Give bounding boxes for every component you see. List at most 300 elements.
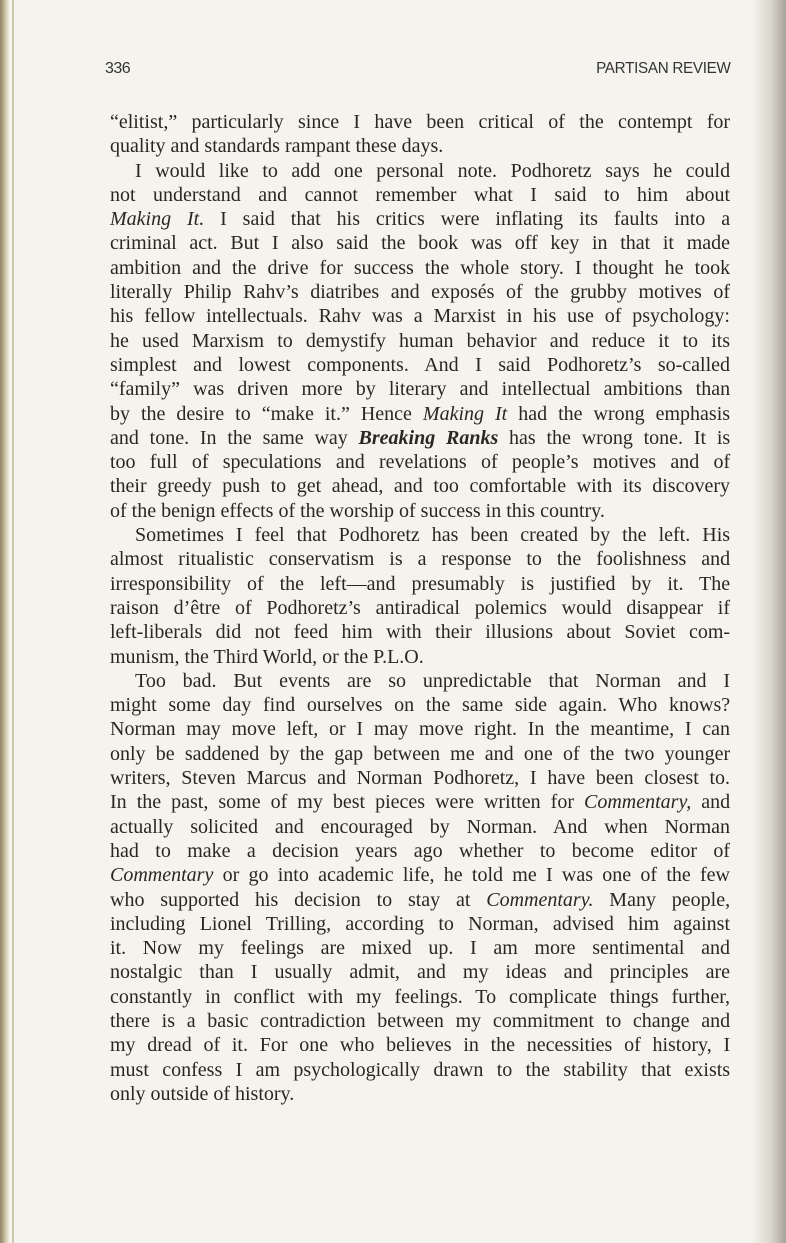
word: Sometimes <box>135 524 224 547</box>
word: decision <box>294 888 361 911</box>
word: if <box>717 596 730 619</box>
word: there <box>110 1009 150 1032</box>
word: of <box>640 864 658 887</box>
word: move <box>231 718 276 741</box>
word: reduce <box>591 329 646 352</box>
word: Who <box>618 694 658 717</box>
word: Soviet <box>624 621 676 644</box>
word: he <box>443 864 463 887</box>
text-segment <box>110 816 730 838</box>
word: too <box>110 451 136 474</box>
word: constantly <box>110 985 193 1008</box>
word: whether <box>459 839 524 862</box>
text-segment <box>110 548 730 570</box>
word: Commentary. <box>486 888 594 911</box>
word: greedy <box>157 475 212 498</box>
word: of <box>203 1034 221 1057</box>
word: and <box>390 281 420 304</box>
word: response <box>441 548 512 571</box>
word: In <box>110 791 127 814</box>
word: meantime, <box>590 718 675 741</box>
word: Marxism <box>191 329 265 352</box>
word: complicate <box>509 985 597 1008</box>
word: and <box>416 961 446 984</box>
word: my <box>356 985 382 1008</box>
word: by <box>590 524 611 547</box>
word: full <box>149 451 178 474</box>
word: of <box>191 451 209 474</box>
word: Norman <box>110 718 176 741</box>
word: me <box>450 742 475 765</box>
word: tone. <box>149 426 190 449</box>
text-segment: only outside of history. <box>110 1082 295 1105</box>
word: it <box>658 329 670 352</box>
text-line <box>110 693 730 717</box>
word: too <box>433 475 459 498</box>
word: and <box>701 548 731 571</box>
word: and <box>549 329 579 352</box>
word: by <box>355 378 376 401</box>
text-segment <box>110 937 730 959</box>
word: Norman. <box>466 815 538 838</box>
word: have <box>547 767 586 790</box>
text-segment <box>110 232 730 254</box>
word: about <box>685 183 731 206</box>
word: knows? <box>669 694 731 717</box>
text-segment <box>110 621 730 643</box>
text-segment <box>110 573 730 595</box>
text-line <box>110 499 730 523</box>
text-line <box>110 620 730 644</box>
word: his <box>110 305 134 328</box>
text-line <box>110 790 730 814</box>
word: decision <box>272 839 339 862</box>
text-line <box>110 1033 730 1057</box>
word: commitment <box>492 1009 594 1032</box>
text-segment <box>110 694 730 716</box>
text-line <box>110 669 730 693</box>
word: younger <box>664 742 731 765</box>
word: to. <box>709 767 731 790</box>
word: get <box>296 475 322 498</box>
text-segment <box>204 208 730 230</box>
word: made <box>686 232 730 255</box>
text-line <box>110 742 730 766</box>
word: Trilling, <box>265 912 332 935</box>
italic-title <box>486 889 593 911</box>
text-line <box>110 863 730 887</box>
word: critics <box>375 208 425 231</box>
word: key <box>550 232 580 255</box>
word: did <box>215 621 242 644</box>
word: wrong <box>593 402 645 425</box>
text-segment <box>110 767 730 789</box>
word: when <box>604 815 648 838</box>
word: between <box>373 742 440 765</box>
word: nostalgic <box>110 961 183 984</box>
text-line <box>110 450 730 474</box>
word: Philip <box>183 281 232 304</box>
word: Making <box>422 402 485 425</box>
word: whole <box>460 256 510 279</box>
text-line <box>110 353 730 377</box>
word: one <box>523 742 553 765</box>
word: or <box>329 718 346 741</box>
word: people’s <box>511 451 579 474</box>
word: advised <box>552 912 614 935</box>
word: to <box>604 183 620 206</box>
word: ideas <box>505 961 547 984</box>
word: use <box>567 305 594 328</box>
word: years <box>355 839 398 862</box>
word: Norman, <box>468 912 539 935</box>
text-segment <box>691 791 730 813</box>
word: to <box>262 159 278 182</box>
word: I <box>271 232 279 255</box>
word: his <box>336 208 360 231</box>
word: by <box>110 402 130 425</box>
word: events <box>279 669 331 692</box>
word: move <box>419 718 464 741</box>
word: story. <box>520 256 564 279</box>
word: It <box>693 426 707 449</box>
word: the <box>490 1034 516 1057</box>
word: principles <box>609 961 689 984</box>
word: said <box>336 232 369 255</box>
text-line <box>110 985 730 1009</box>
word: inflating <box>495 208 564 231</box>
word: their <box>110 475 147 498</box>
word: has <box>431 524 459 547</box>
word: the <box>425 694 451 717</box>
text-segment <box>110 427 359 449</box>
word: way <box>314 426 348 449</box>
word: at <box>456 888 471 911</box>
word: one <box>602 864 632 887</box>
word: best <box>332 791 366 814</box>
word: that <box>296 524 327 547</box>
word: Marcus <box>246 767 307 790</box>
word: raison <box>110 596 159 619</box>
page-edge-shadow <box>752 0 786 1243</box>
word: closest <box>644 767 699 790</box>
text-line <box>110 231 730 255</box>
word: up. <box>428 937 454 960</box>
word: that <box>290 208 321 231</box>
word: of <box>247 572 264 595</box>
word: Ranks <box>446 426 499 449</box>
word: of <box>713 451 731 474</box>
word: justified <box>549 572 616 595</box>
word: further, <box>671 985 731 1008</box>
word: to <box>496 1058 513 1081</box>
word: is <box>520 572 535 595</box>
word: had <box>110 839 139 862</box>
text-segment: munism, the Third World, or the P.L.O. <box>110 645 424 668</box>
word: a <box>246 839 256 862</box>
word: of <box>604 305 622 328</box>
word: human <box>399 329 454 352</box>
word: was <box>470 232 503 255</box>
text-segment <box>110 305 730 327</box>
word: had <box>518 402 548 425</box>
word: intellectual <box>501 378 591 401</box>
text-segment <box>498 427 730 449</box>
word: note. <box>457 159 498 182</box>
word: grubby <box>570 281 627 304</box>
word: supported <box>160 888 240 911</box>
word: speculations <box>222 451 322 474</box>
word: desire <box>176 402 225 425</box>
text-line <box>110 523 730 547</box>
word: I <box>723 669 731 692</box>
body-text <box>110 110 730 1106</box>
word: the <box>555 718 580 741</box>
text-line <box>110 912 730 936</box>
word: has <box>509 426 536 449</box>
word: than <box>199 961 234 984</box>
word: Marxist <box>433 305 496 328</box>
word: with <box>386 621 422 644</box>
word: And <box>424 353 459 376</box>
word: their <box>435 621 472 644</box>
word: that <box>620 232 651 255</box>
word: editor <box>650 839 697 862</box>
running-title: PARTISAN REVIEW <box>596 60 731 77</box>
word: same <box>262 426 304 449</box>
word: by <box>429 815 450 838</box>
italic-title <box>359 427 499 449</box>
text-segment <box>110 111 730 133</box>
word: discovery <box>652 475 731 498</box>
word: His <box>702 524 731 547</box>
word: revelations <box>378 451 467 474</box>
word: been <box>426 111 465 133</box>
word: a <box>721 208 731 231</box>
word: my <box>455 1009 482 1032</box>
word: Podhoretz’s <box>266 596 361 619</box>
word: critical <box>478 111 534 133</box>
word: of <box>270 791 288 814</box>
word: drawn <box>433 1058 484 1081</box>
word: Lionel <box>199 912 252 935</box>
word: act. <box>189 232 218 255</box>
word: history, <box>652 1034 712 1057</box>
word: dread <box>147 1034 192 1057</box>
text-segment <box>135 524 730 546</box>
word: of <box>480 451 498 474</box>
word: stay <box>407 888 441 911</box>
word: I <box>220 208 227 231</box>
word: the <box>279 572 305 595</box>
word: necessities <box>526 1034 613 1057</box>
word: emphasis <box>655 402 731 425</box>
word: the <box>525 1058 551 1081</box>
word: him <box>628 912 660 935</box>
word: are <box>320 937 345 960</box>
text-line <box>110 426 730 450</box>
text-line <box>110 839 730 863</box>
word: of <box>562 742 580 765</box>
word: was <box>561 864 594 887</box>
text-segment <box>110 257 730 279</box>
word: sentimental <box>592 937 685 960</box>
word: am <box>493 937 518 960</box>
word: believes <box>386 1034 452 1057</box>
word: I <box>235 524 243 547</box>
word: I <box>235 1058 243 1081</box>
word: of <box>548 111 565 133</box>
word: may <box>373 718 409 741</box>
word: intellectuals. <box>206 305 308 328</box>
word: Too <box>135 669 166 692</box>
word: a <box>413 305 423 328</box>
word: who <box>110 888 145 911</box>
word: into <box>674 208 706 231</box>
word: and <box>677 669 707 692</box>
word: admit, <box>349 961 400 984</box>
word: same <box>462 694 504 717</box>
text-line <box>110 1082 730 1106</box>
word: left-liberals <box>110 621 203 644</box>
text-line <box>110 280 730 304</box>
word: And <box>552 815 588 838</box>
text-line <box>110 474 730 498</box>
word: are <box>346 669 372 692</box>
word: I <box>470 937 477 960</box>
word: academic <box>318 864 394 887</box>
word: it. <box>231 1034 248 1057</box>
word: com- <box>688 621 731 644</box>
text-line <box>110 936 730 960</box>
word: and <box>701 791 731 814</box>
word: few <box>700 864 730 887</box>
word: ambition <box>110 256 182 279</box>
word: actually <box>110 815 174 838</box>
word: is <box>716 426 731 449</box>
word: said <box>498 353 531 376</box>
word: for <box>706 111 731 133</box>
word: psychology: <box>632 305 730 328</box>
text-line <box>110 766 730 790</box>
word: psychologically <box>293 1058 421 1081</box>
word: life, <box>402 864 435 887</box>
word: about <box>566 621 611 644</box>
word: I <box>475 353 482 376</box>
word: the <box>424 256 450 279</box>
text-segment <box>110 913 730 935</box>
word: the <box>546 426 571 449</box>
word: drive <box>267 256 309 279</box>
word: it. <box>110 937 127 960</box>
word: was <box>371 305 403 328</box>
word: may <box>186 718 221 741</box>
text-segment <box>110 378 730 400</box>
word: the <box>381 232 406 255</box>
word: only <box>110 742 146 765</box>
word: things <box>609 985 659 1008</box>
word: I <box>135 159 142 182</box>
word: and <box>335 451 365 474</box>
italic-title <box>423 403 507 425</box>
word: I <box>356 718 364 741</box>
word: might <box>110 694 157 717</box>
word: cannot <box>304 183 358 206</box>
word: Making <box>110 208 172 231</box>
word: demystify <box>305 329 386 352</box>
word: the <box>140 402 166 425</box>
word: polemics <box>474 596 547 619</box>
word: again. <box>558 694 608 717</box>
word: It. <box>186 208 205 231</box>
word: personal <box>376 159 445 182</box>
word: two <box>624 742 655 765</box>
word: would <box>155 159 206 182</box>
word: components. <box>307 353 409 376</box>
word: the <box>136 791 162 814</box>
word: irresponsibility <box>110 572 232 595</box>
word: Commentary, <box>584 791 692 814</box>
text-line <box>110 572 730 596</box>
paragraph <box>110 159 730 523</box>
word: conflict <box>233 985 295 1008</box>
word: is <box>161 1009 176 1032</box>
word: thought <box>592 256 654 279</box>
word: foolishness <box>596 548 687 571</box>
word: the <box>534 281 559 304</box>
word: the <box>558 402 583 425</box>
word: not <box>110 183 136 206</box>
word: and <box>192 256 221 279</box>
word: gap <box>334 742 364 765</box>
word: Norman <box>356 767 423 790</box>
word: driven <box>237 378 289 401</box>
word: on <box>394 694 415 717</box>
word: I <box>353 111 361 133</box>
word: my <box>462 961 489 984</box>
text-segment <box>110 889 486 911</box>
word: and <box>701 937 730 960</box>
word: ourselves <box>306 694 383 717</box>
word: Hence <box>360 402 412 425</box>
word: by <box>631 572 652 595</box>
word: particularly <box>191 111 284 133</box>
word: in <box>463 1034 479 1057</box>
word: I <box>684 718 692 741</box>
text-line <box>110 888 730 912</box>
word: said <box>242 208 275 231</box>
word: that <box>548 669 579 692</box>
word: to <box>605 1009 622 1032</box>
word: Commentary <box>110 864 214 887</box>
word: am <box>255 1058 281 1081</box>
text-line <box>110 1058 730 1082</box>
word: left—and <box>319 572 396 595</box>
word: been <box>595 767 634 790</box>
word: to <box>270 475 287 498</box>
word: written <box>483 791 541 814</box>
word: of <box>235 596 252 619</box>
text-line <box>110 256 730 280</box>
text-line <box>110 304 730 328</box>
text-segment <box>110 986 730 1008</box>
text-segment <box>213 864 730 886</box>
running-header <box>105 60 731 84</box>
word: presumably <box>411 572 505 595</box>
word: in <box>591 232 608 255</box>
word: saddened <box>184 742 260 765</box>
word: and <box>193 353 223 376</box>
